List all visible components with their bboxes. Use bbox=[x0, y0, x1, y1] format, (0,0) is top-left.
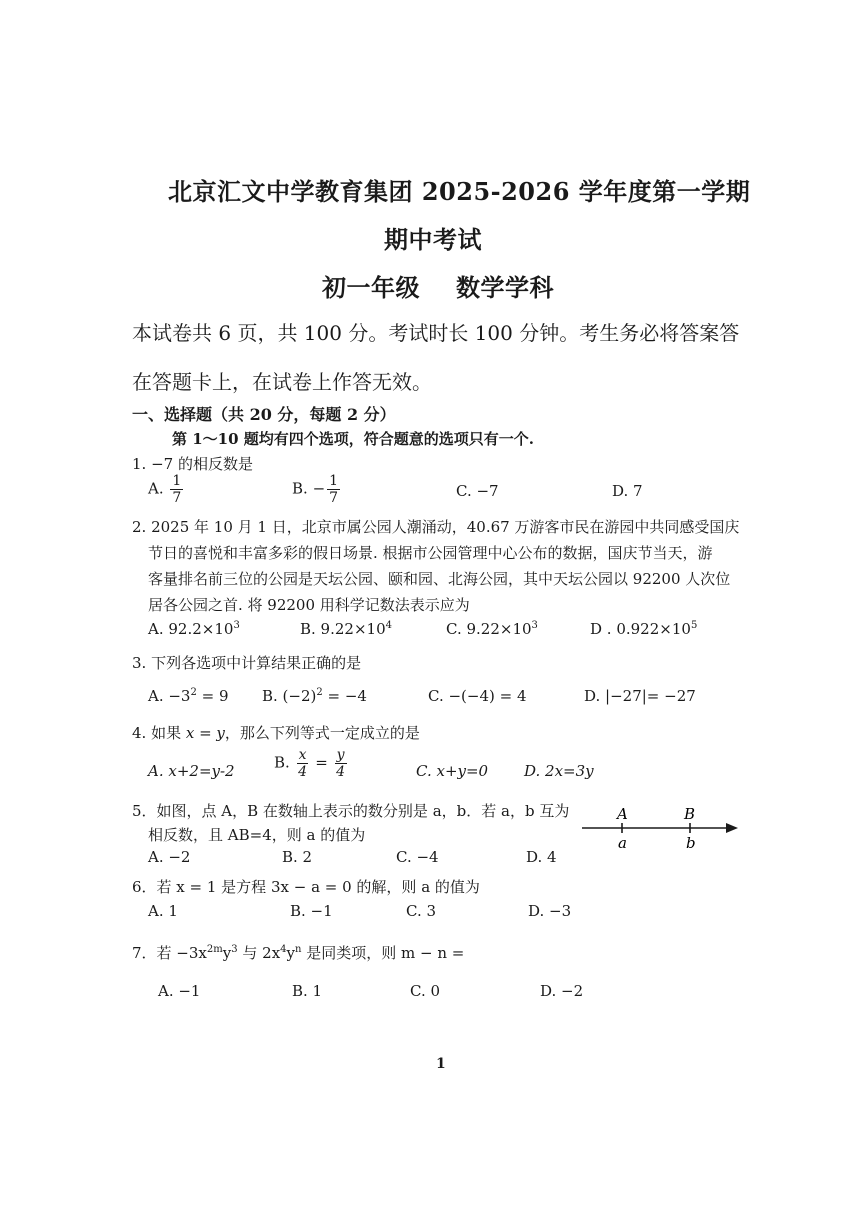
q7-option-d: D. −2 bbox=[540, 982, 584, 1000]
q4-b-frac-2 bbox=[335, 748, 347, 779]
q3-a-exp: 2 bbox=[190, 687, 197, 698]
q2-line-2: 节日的喜悦和丰富多彩的假日场景. 根据市公园管理中心公布的数据，国庆节当天，游 bbox=[148, 544, 713, 562]
q5-option-c: C. −4 bbox=[396, 848, 439, 866]
q3-option-d: D. |−27|= −27 bbox=[584, 687, 696, 705]
q2-c-text: C. 9.22×10 bbox=[446, 620, 532, 638]
intro-line-2: 在答题卡上，在试卷上作答无效。 bbox=[132, 370, 432, 394]
q1-option-b bbox=[292, 474, 342, 505]
q7-stem-mid-1: y bbox=[222, 944, 232, 962]
q1-option-d: D. 7 bbox=[612, 482, 643, 500]
q2-option-b bbox=[300, 620, 392, 638]
q7-exp-3: 4 bbox=[280, 944, 287, 955]
grade-label: 初一年级 bbox=[322, 273, 420, 302]
q4-stem bbox=[132, 722, 420, 743]
q4-b-den-1: 4 bbox=[298, 764, 307, 780]
q1-a-label: A. bbox=[148, 479, 164, 498]
q4-b-num-1: x bbox=[298, 747, 307, 763]
q5-option-a: A. −2 bbox=[148, 848, 191, 866]
q2-b-text: B. 9.22×10 bbox=[300, 620, 386, 638]
q7-option-b: B. 1 bbox=[292, 982, 323, 1000]
q3-b-text: B. (−2) bbox=[262, 687, 317, 705]
q1-option-a bbox=[148, 474, 185, 505]
q2-a-exp: 3 bbox=[233, 620, 240, 631]
q4-b-den-2: 4 bbox=[336, 764, 346, 780]
q4-stem-pre: 4. 如果 bbox=[132, 724, 186, 742]
q7-stem bbox=[132, 942, 464, 963]
q4-b-label: B. bbox=[274, 753, 290, 772]
q2-c-exp: 3 bbox=[531, 620, 538, 631]
q4-option-d: D. 2x=3y bbox=[524, 762, 594, 780]
q6-option-b: B. −1 bbox=[290, 902, 333, 920]
q6-option-d: D. −3 bbox=[528, 902, 572, 920]
number-line-arrow-icon bbox=[726, 823, 738, 833]
q3-stem: 3. 下列各选项中计算结果正确的是 bbox=[132, 654, 362, 672]
q3-option-a bbox=[148, 687, 229, 705]
q6-option-a: A. 1 bbox=[148, 902, 178, 920]
q2-a-text: A. 92.2×10 bbox=[148, 620, 234, 638]
section-note: 第 1～10 题均有四个选项，符合题意的选项只有一个. bbox=[172, 430, 534, 448]
q1-b-sign: − bbox=[312, 479, 326, 498]
q1-a-den: 7 bbox=[172, 490, 182, 506]
q7-stem-pre: 7．若 −3x bbox=[132, 944, 207, 962]
q7-option-c: C. 0 bbox=[410, 982, 441, 1000]
q5-line-1: 5．如图，点 A，B 在数轴上表示的数分别是 a，b．若 a，b 互为 bbox=[132, 802, 570, 820]
q3-a-rest: = 9 bbox=[196, 687, 229, 705]
q5-option-d: D. 4 bbox=[526, 848, 557, 866]
point-a-label: A bbox=[617, 805, 628, 823]
q1-b-den: 7 bbox=[329, 490, 339, 506]
q7-exp-4: n bbox=[295, 944, 302, 955]
school-title: 北京汇文中学教育集团 2025-2026 学年度第一学期 bbox=[168, 177, 751, 206]
q1-a-num: 1 bbox=[172, 473, 182, 489]
q2-line-3: 客量排名前三位的公园是天坛公园、颐和园、北海公园，其中天坛公园以 92200 人次位 bbox=[148, 570, 731, 588]
q4-option-c: C. x+y=0 bbox=[416, 762, 489, 780]
page-number: 1 bbox=[436, 1056, 446, 1072]
q2-line-4: 居各公园之首. 将 92200 用科学记数法表示应为 bbox=[148, 596, 470, 614]
exam-title: 期中考试 bbox=[384, 225, 482, 254]
q1-b-fraction bbox=[327, 474, 340, 505]
point-b-label: B bbox=[684, 805, 696, 823]
q1-stem: 1. −7 的相反数是 bbox=[132, 455, 253, 473]
q4-stem-eq: x = y bbox=[185, 724, 225, 742]
q1-option-c: C. −7 bbox=[456, 482, 499, 500]
q2-d-text: D . 0.922×10 bbox=[590, 620, 691, 638]
q6-stem: 6．若 x = 1 是方程 3x − a = 0 的解，则 a 的值为 bbox=[132, 878, 480, 896]
q2-option-d bbox=[590, 620, 697, 638]
q7-stem-mid-3: y bbox=[286, 944, 296, 962]
q2-b-exp: 4 bbox=[385, 620, 392, 631]
subject-label: 数学学科 bbox=[456, 273, 554, 302]
q1-b-label: B. bbox=[292, 479, 308, 498]
q2-option-a bbox=[148, 620, 240, 638]
q3-option-c: C. −(−4) = 4 bbox=[428, 687, 527, 705]
q4-b-num-2: y bbox=[336, 747, 345, 763]
q4-option-b bbox=[274, 748, 349, 779]
q1-a-fraction bbox=[170, 474, 183, 505]
q1-b-num: 1 bbox=[329, 473, 339, 489]
intro-line-1: 本试卷共 6 页，共 100 分。考试时长 100 分钟。考生务必将答案答 bbox=[132, 321, 740, 345]
q7-stem-mid-2: 与 2x bbox=[237, 944, 281, 962]
q3-option-b bbox=[262, 687, 367, 705]
q4-b-eq: = bbox=[315, 753, 328, 772]
q5-line-2: 相反数，且 AB=4，则 a 的值为 bbox=[148, 826, 366, 844]
q3-b-exp: 2 bbox=[316, 687, 323, 698]
q4-option-a: A. x+2=y-2 bbox=[148, 762, 235, 780]
q7-stem-post: 是同类项，则 m − n = bbox=[301, 944, 465, 962]
q7-exp-1: 2m bbox=[206, 944, 223, 955]
q2-option-c bbox=[446, 620, 538, 638]
q2-line-1: 2. 2025 年 10 月 1 日，北京市属公园人潮涌动，40.67 万游客市民在游园中共同感受国庆 bbox=[132, 518, 740, 536]
value-a-label: a bbox=[618, 834, 627, 852]
q2-d-exp: 5 bbox=[690, 620, 698, 631]
q3-a-text: A. −3 bbox=[148, 687, 191, 705]
q7-option-a: A. −1 bbox=[158, 982, 201, 1000]
q7-exp-2: 3 bbox=[231, 944, 238, 955]
q3-b-rest: = −4 bbox=[322, 687, 367, 705]
q4-b-frac-1 bbox=[297, 748, 309, 779]
q4-stem-post: ，那么下列等式一定成立的是 bbox=[224, 724, 420, 742]
section-heading: 一、选择题（共 20 分，每题 2 分） bbox=[132, 405, 396, 424]
q5-number-line-figure bbox=[578, 798, 748, 858]
q6-option-c: C. 3 bbox=[406, 902, 437, 920]
q5-option-b: B. 2 bbox=[282, 848, 313, 866]
value-b-label: b bbox=[686, 834, 696, 852]
